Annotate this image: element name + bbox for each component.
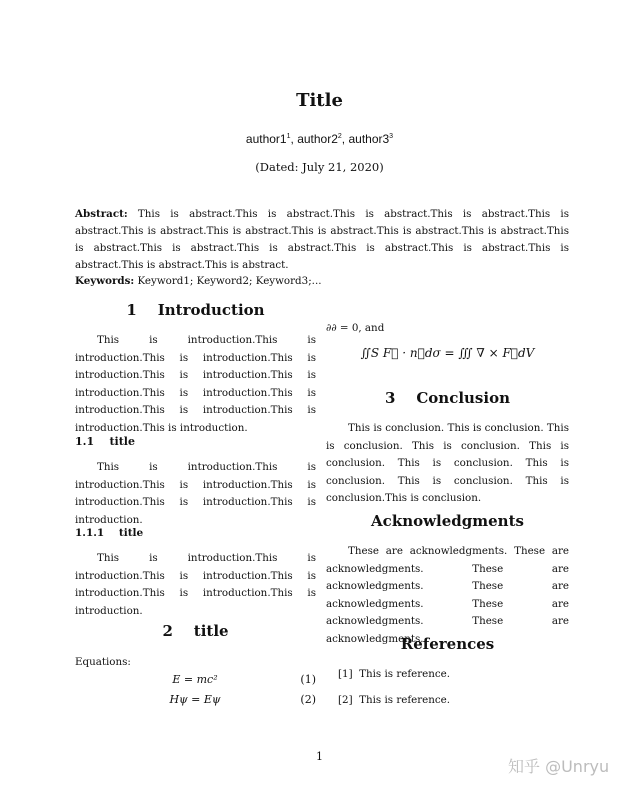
subsection-heading: 1.1 title (75, 435, 135, 448)
reference-item (338, 668, 450, 680)
section-heading-introduction: 1 Introduction (126, 301, 265, 319)
conclusion-paragraph: This is conclusion. This is conclusion. This is conclusion. This is conclusion. This is conclusion. This is conclusion. This is conclusion. This is conclusion. This is conclusion.This is conclusion. (326, 422, 569, 504)
author-affiliation: 2 (337, 133, 342, 140)
author-name: author1 (245, 132, 287, 146)
reference-text: This is reference. (359, 694, 451, 706)
abstract-label: Abstract: (75, 208, 128, 220)
watermark: 知乎 @Unryu (508, 757, 610, 776)
author-name: author3 (348, 132, 390, 146)
subsubsection-heading: 1.1.1 title (75, 527, 144, 539)
equation-2: Hψ = Eψ (169, 693, 221, 706)
abstract-text: This is abstract.This is abstract.This is abstract.This is abstract.This is abstract.This is abstract.This is abstract.This is abstract.This is abstract.This is abstract.This is abstract.This is abstract.This is abstract.This is abstract.This is abstract.This is abstract.This is abstract.This is abstract. (75, 208, 569, 271)
author-affiliation: 3 (389, 133, 394, 140)
abstract (75, 206, 569, 274)
author-name: author2 (297, 132, 338, 146)
equation-1: E = mc² (172, 673, 218, 686)
subsubsection-paragraph: This is introduction.This is introduction.This is introduction.This is introduction.This is introduction.This is introduction. (75, 552, 316, 617)
continued-text: ∂∂ = 0, and (326, 322, 385, 334)
page-number: 1 (316, 750, 323, 763)
paper-title: Title (296, 90, 343, 111)
author-separator: , (290, 132, 298, 146)
references-heading: References (400, 635, 495, 653)
keywords-label: Keywords: (75, 275, 135, 287)
reference-item (338, 694, 450, 706)
equation-number-2: (2) (300, 693, 316, 706)
author-list (0, 132, 639, 146)
equation-number-1: (1) (300, 673, 316, 686)
reference-label: [1] (338, 668, 353, 680)
date-line: (Dated: July 21, 2020) (255, 160, 384, 174)
section-heading-2: 2 title (162, 622, 229, 640)
surface-integral-equation: ∬S F⃗ · n⃗dσ = ∭ ∇ × F⃗dV (360, 346, 535, 360)
author-affiliation: 1 (286, 133, 291, 140)
reference-text: This is reference. (359, 668, 451, 680)
introduction-paragraph: This is introduction.This is introduction.This is introduction.This is introduction.This is introduction.This is introduction.This is introduction.This is introduction.This is introduction.This is introduction.This is introduction. (75, 334, 316, 434)
acknowledgments-heading: Acknowledgments (371, 512, 524, 530)
keywords-text: Keyword1; Keyword2; Keyword3;... (137, 275, 322, 287)
acknowledgments-paragraph: These are acknowledgments. These are acknowledgments. These are acknowledgments. These are acknowledgments. These are acknowledgments. These are acknowledgments. (326, 545, 569, 645)
subsection-paragraph: This is introduction.This is introduction.This is introduction.This is introduction.This is introduction.This is introduction. (75, 461, 316, 526)
reference-label: [2] (338, 694, 353, 706)
keywords (75, 275, 569, 287)
equations-lead: Equations: (75, 656, 131, 668)
section-heading-conclusion: 3 Conclusion (385, 389, 510, 407)
author-separator: , (341, 132, 349, 146)
